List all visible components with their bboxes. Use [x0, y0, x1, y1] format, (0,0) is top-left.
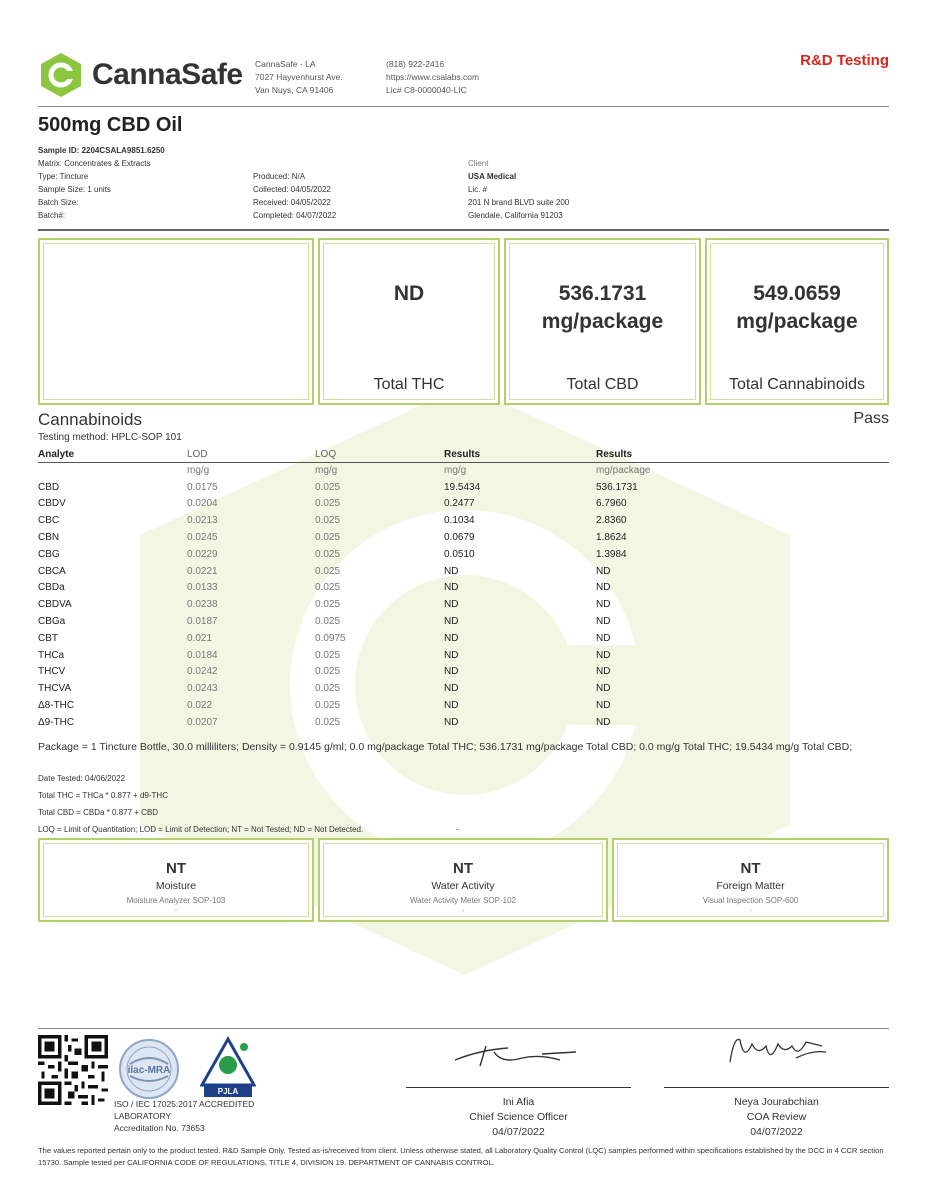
header-divider: [38, 106, 889, 107]
result-mg-package-cell: ND: [596, 683, 611, 695]
result-mg-g-cell: ND: [444, 683, 459, 695]
result-mg-g-cell: ND: [444, 649, 459, 661]
lod-cell: 0.0242: [187, 666, 218, 678]
sample-type: Type: Tincture: [38, 172, 89, 181]
section-title: Cannabinoids: [38, 410, 142, 429]
lab-website-link[interactable]: https://www.csalabs.com: [386, 72, 480, 82]
analyte-cell: CBDV: [38, 498, 66, 510]
loq-cell: 0.025: [315, 716, 341, 728]
test-method: Water Activity Meter SOP-102: [410, 896, 516, 905]
result-mg-package-cell: 536.1731: [596, 481, 638, 493]
lab-license: Lic# C8-0000040-LIC: [386, 85, 467, 95]
result-mg-package-cell: ND: [596, 582, 611, 594]
result-mg-package-cell: ND: [596, 700, 611, 712]
product-image-box: [38, 238, 314, 405]
lab-address: [255, 58, 343, 97]
water-activity-test-box: [318, 838, 608, 922]
lod-cell: 0.0243: [187, 683, 218, 695]
table-row: [38, 630, 889, 647]
completed-date: Completed: 04/07/2022: [253, 211, 337, 220]
analyte-cell: Δ9-THC: [38, 716, 75, 728]
pjla-text: PJLA: [217, 1087, 239, 1096]
test-name: Foreign Matter: [716, 880, 785, 892]
accreditation-text: [114, 1098, 254, 1134]
result-mg-package-cell: ND: [596, 599, 611, 611]
lod-cell: 0.0133: [187, 582, 218, 594]
result-mg-package-cell: ND: [596, 632, 611, 644]
footer-divider: [38, 1028, 889, 1029]
info-divider: [38, 229, 889, 231]
result-mg-g-cell: ND: [444, 599, 459, 611]
signer-name: Ini Afia: [502, 1096, 535, 1108]
total-cannabinoids-box: [705, 238, 889, 405]
total-thc-formula: Total THC = THCa * 0.877 + d9-THC: [38, 791, 168, 800]
lod-cell: 0.0184: [187, 649, 218, 661]
analyte-cell: CBG: [38, 548, 60, 560]
produced-date: Produced: N/A: [253, 172, 306, 181]
result-mg-package-cell: ND: [596, 616, 611, 628]
result-mg-g-cell: ND: [444, 616, 459, 628]
signer-date: 04/07/2022: [492, 1126, 545, 1138]
test-extra: -: [749, 906, 752, 915]
result-mg-g-cell: ND: [444, 582, 459, 594]
result-mg-package-cell: 2.8360: [596, 515, 627, 527]
analyte-cell: CBDa: [38, 582, 65, 594]
loq-cell: 0.025: [315, 582, 341, 594]
analyte-cell: CBGa: [38, 616, 66, 628]
lab-address-line1: 7027 Hayvenhurst Ave.: [255, 72, 343, 82]
package-note: Package = 1 Tincture Bottle, 30.0 milliliters; Density = 0.9145 g/ml; 0.0 mg/package Total THC; 536.1731 mg/package Total CBD; 0.0 mg/g Total THC; 19.5434 mg/g Total CBD;: [38, 741, 853, 753]
foreign-matter-test-box: [612, 838, 889, 922]
table-row: [38, 647, 889, 664]
client-info: [468, 157, 569, 222]
loq-cell: 0.025: [315, 532, 341, 544]
total-thc-value: ND: [393, 282, 425, 305]
result-mg-package-cell: ND: [596, 565, 611, 577]
test-name: Moisture: [155, 880, 197, 892]
analyte-cell: Δ8-THC: [38, 700, 75, 712]
signer-block: [664, 1095, 889, 1140]
batch-size: Batch Size:: [38, 198, 79, 207]
signer-date: 04/07/2022: [750, 1126, 803, 1138]
table-row: [38, 546, 889, 563]
result-mg-package-cell: 1.8624: [596, 532, 627, 544]
result-mg-g-cell: 0.0679: [444, 532, 475, 544]
col-loq: LOQ: [315, 447, 444, 462]
lab-address-line2: Van Nuys, CA 91406: [255, 85, 334, 95]
lod-cell: 0.0204: [187, 498, 218, 510]
table-row: [38, 664, 889, 681]
hexagon-logo-icon: [38, 52, 84, 98]
rd-testing-badge: R&D Testing: [800, 52, 889, 69]
analyte-cell: CBN: [38, 532, 60, 544]
lod-cell: 0.022: [187, 700, 213, 712]
test-result: NT: [166, 860, 186, 877]
loq-cell: 0.025: [315, 481, 341, 493]
loq-cell: 0.025: [315, 515, 341, 527]
analyte-cell: THCa: [38, 649, 65, 661]
lod-cell: 0.0187: [187, 616, 218, 628]
table-row: [38, 714, 889, 731]
analyte-cell: CBD: [38, 481, 60, 493]
signature-line: [664, 1087, 889, 1088]
col-lod: LOD: [187, 447, 315, 462]
received-date: Received: 04/05/2022: [253, 198, 331, 207]
sample-id: Sample ID: 2204CSALA9851.6250: [38, 146, 165, 155]
result-mg-package-cell: 1.3984: [596, 548, 627, 560]
moisture-test-box: [38, 838, 314, 922]
disclaimer: The values reported pertain only to the product tested. R&D Sample Only. Tested as-is/received from client. Unless otherwise stated, all Laboratory Quality Control (LQC) samples performed within specifications established by the DCC in 4 CCR section 15730. Sample tested per CALIFORNIA CODE OF REGULATIONS, TITLE 4, DIVISION 19. DEPARTMENT OF CANNABIS CONTROL.: [38, 1146, 884, 1167]
table-row: [38, 479, 889, 496]
lod-cell: 0.0229: [187, 548, 218, 560]
pjla-accreditation-icon: [200, 1035, 256, 1099]
table-row: [38, 496, 889, 513]
total-cbd-formula: Total CBD = CBDa * 0.877 + CBD: [38, 808, 159, 817]
result-mg-g-cell: 0.0510: [444, 548, 475, 560]
date-tested: Date Tested: 04/06/2022: [38, 774, 126, 783]
table-row: [38, 680, 889, 697]
signature-neya-jourabchian: [722, 1032, 832, 1072]
tests-top-mark: -: [456, 824, 459, 834]
test-result: NT: [453, 860, 473, 877]
signer-title: Chief Science Officer: [469, 1111, 568, 1123]
unit-cell: mg/g: [444, 465, 467, 477]
signer-name: Neya Jourabchian: [734, 1096, 819, 1108]
abbreviation-legend: LOQ = Limit of Quantitation; LOD = Limit of Detection; NT = Not Tested; ND = Not Detected.: [38, 825, 364, 834]
result-mg-g-cell: 0.2477: [444, 498, 475, 510]
analyte-cell: CBT: [38, 632, 58, 644]
result-mg-g-cell: 0.1034: [444, 515, 475, 527]
lab-phone: (818) 922-2416: [386, 59, 445, 69]
result-mg-package-cell: ND: [596, 716, 611, 728]
product-title: 500mg CBD Oil: [38, 114, 183, 136]
unit-cell: [38, 462, 187, 479]
table-header: [38, 447, 889, 462]
pass-status: Pass: [853, 410, 889, 427]
loq-cell: 0.025: [315, 666, 341, 678]
client-address-line2: Glendale, California 91203: [468, 211, 563, 220]
client-address-line1: 201 N brand BLVD suite 200: [468, 198, 570, 207]
qr-code-icon[interactable]: [38, 1035, 108, 1105]
signature-line: [406, 1087, 631, 1088]
lod-cell: 0.021: [187, 632, 213, 644]
test-method: Moisture Analyzer SOP-103: [126, 896, 226, 905]
brand-name: CannaSafe: [92, 58, 243, 91]
signature-ini-afia: [450, 1040, 580, 1070]
result-mg-g-cell: 19.5434: [444, 481, 481, 493]
loq-cell: 0.025: [315, 683, 341, 695]
seal-text: ilac-MRA: [127, 1065, 171, 1076]
result-mg-g-cell: ND: [444, 632, 459, 644]
lod-cell: 0.0238: [187, 599, 218, 611]
unit-cell: mg/g: [315, 465, 338, 477]
table-row: [38, 512, 889, 529]
loq-cell: 0.025: [315, 565, 341, 577]
total-cannabinoids-label: Total Cannabinoids: [728, 376, 866, 393]
testing-method: Testing method: HPLC-SOP 101: [38, 432, 182, 443]
analyte-cell: THCVA: [38, 683, 72, 695]
ilac-mra-seal-icon: [118, 1038, 180, 1100]
loq-cell: 0.025: [315, 649, 341, 661]
col-results-mg-package: Results: [596, 447, 889, 462]
result-mg-g-cell: ND: [444, 565, 459, 577]
unit-cell: mg/g: [187, 465, 210, 477]
loq-cell: 0.025: [315, 700, 341, 712]
loq-cell: 0.0975: [315, 632, 346, 644]
loq-cell: 0.025: [315, 599, 341, 611]
test-method: Visual Inspection SOP-600: [702, 896, 799, 905]
sample-info: [38, 144, 165, 222]
col-results-mg-g: Results: [444, 447, 596, 462]
lod-cell: 0.0221: [187, 565, 218, 577]
loq-cell: 0.025: [315, 616, 341, 628]
analyte-cell: CBDVA: [38, 599, 72, 611]
loq-cell: 0.025: [315, 498, 341, 510]
cannasafe-logo: [38, 52, 243, 98]
signer-block: [406, 1095, 631, 1140]
accreditation-line1: ISO / IEC 17025:2017 ACCREDITED: [114, 1099, 255, 1109]
lod-cell: 0.0213: [187, 515, 218, 527]
total-thc-box: [318, 238, 500, 405]
lab-contact: [386, 58, 479, 97]
result-mg-package-cell: ND: [596, 666, 611, 678]
test-extra: -: [174, 906, 178, 915]
batch-number: Batch#:: [38, 211, 66, 220]
result-mg-package-cell: ND: [596, 649, 611, 661]
unit-cell: mg/package: [596, 465, 651, 477]
total-cbd-value: 536.1731 mg/package: [541, 282, 664, 333]
cannabinoids-table: [38, 447, 889, 731]
table-row: [38, 580, 889, 597]
lab-name: CannaSafe - LA: [255, 59, 316, 69]
table-row: [38, 613, 889, 630]
dates-info: [253, 170, 336, 222]
signer-title: COA Review: [746, 1111, 807, 1123]
lod-cell: 0.0175: [187, 481, 218, 493]
total-cannabinoids-value: 549.0659 mg/package: [736, 282, 858, 333]
total-cbd-box: [504, 238, 701, 405]
lod-cell: 0.0245: [187, 532, 218, 544]
client-name: USA Medical: [468, 172, 517, 181]
total-thc-label: Total THC: [373, 376, 445, 393]
units-row: [38, 462, 889, 479]
test-extra: -: [461, 906, 465, 915]
matrix: Matrix: Concentrates & Extracts: [38, 159, 151, 168]
total-cbd-label: Total CBD: [566, 376, 639, 393]
result-mg-g-cell: ND: [444, 700, 459, 712]
analyte-cell: CBCA: [38, 565, 66, 577]
col-analyte: Analyte: [38, 447, 187, 462]
client-label: Client: [468, 159, 489, 168]
test-name: Water Activity: [431, 880, 495, 892]
table-row: [38, 596, 889, 613]
accreditation-number: Accreditation No. 73653: [114, 1123, 205, 1133]
analyte-cell: THCV: [38, 666, 66, 678]
result-mg-g-cell: ND: [444, 666, 459, 678]
test-result: NT: [740, 860, 761, 877]
result-mg-package-cell: 6.7960: [596, 498, 627, 510]
sample-size: Sample Size: 1 units: [38, 185, 111, 194]
analyte-cell: CBC: [38, 515, 60, 527]
table-row: [38, 529, 889, 546]
collected-date: Collected: 04/05/2022: [253, 185, 331, 194]
accreditation-line2: LABORATORY: [114, 1111, 172, 1121]
result-mg-g-cell: ND: [444, 716, 459, 728]
lod-cell: 0.0207: [187, 716, 218, 728]
table-row: [38, 697, 889, 714]
table-row: [38, 563, 889, 580]
client-license: Lic. #: [468, 185, 488, 194]
loq-cell: 0.025: [315, 548, 341, 560]
